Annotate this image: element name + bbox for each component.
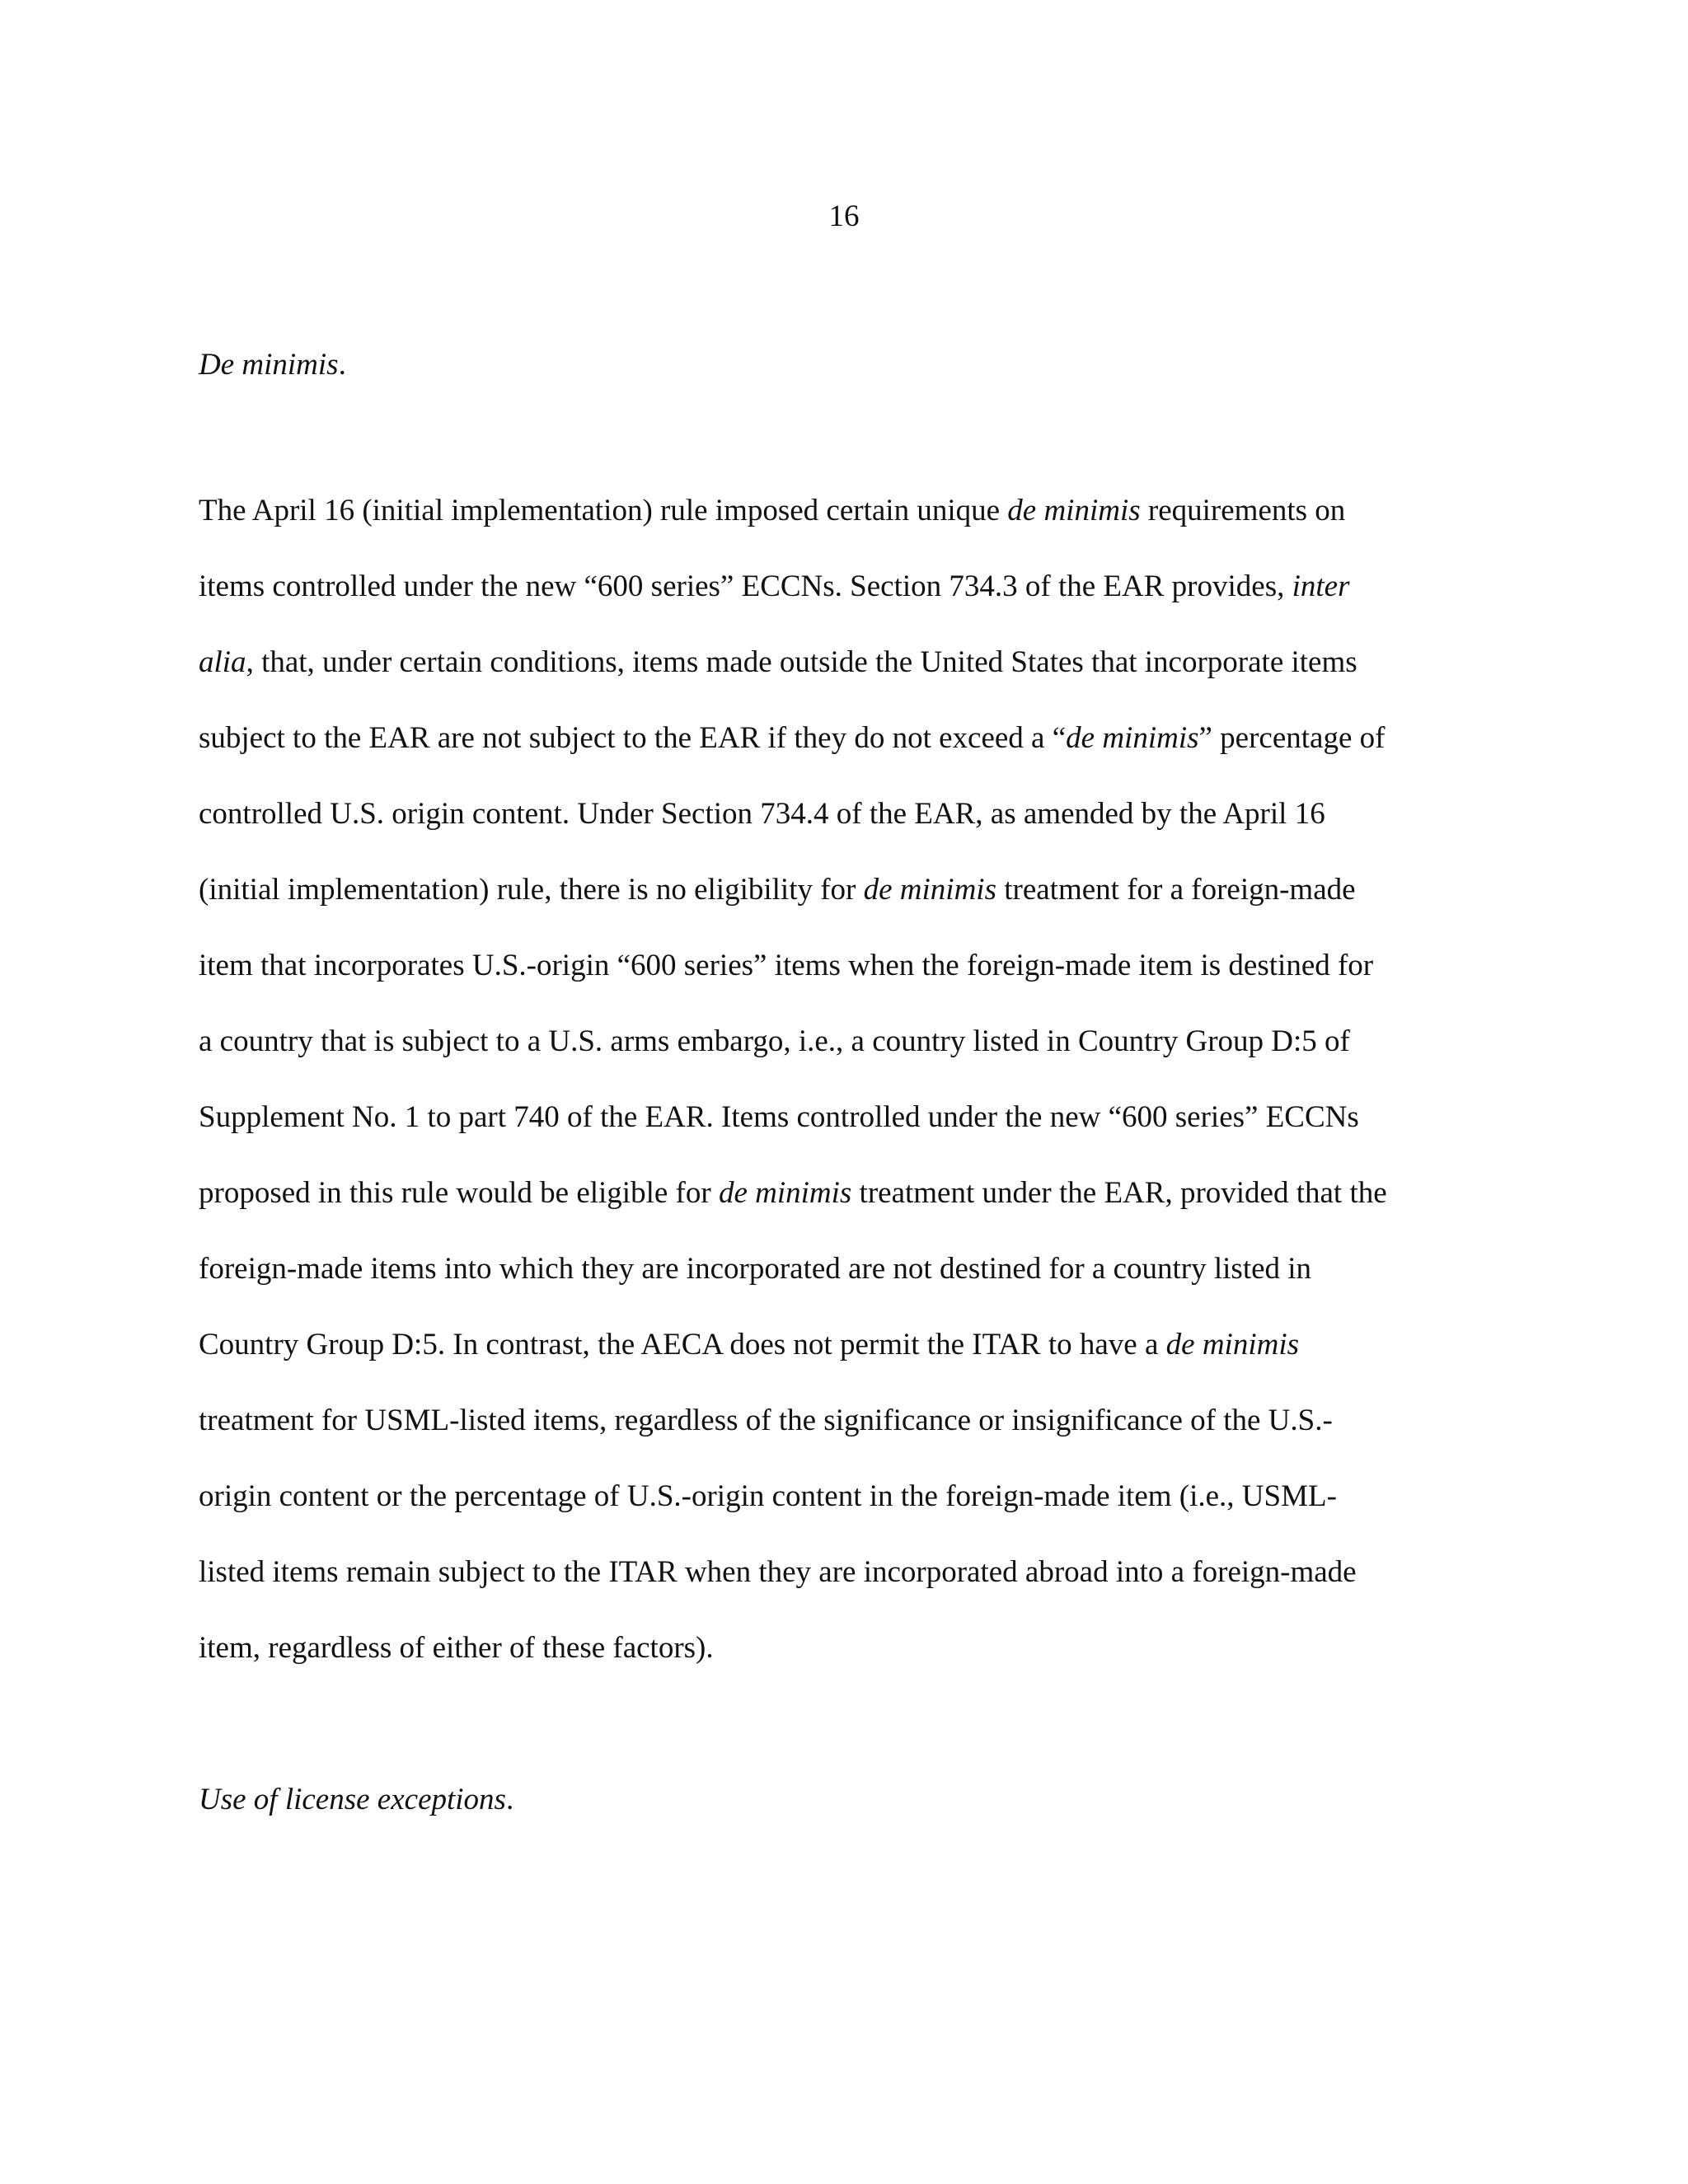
page-number: 16: [828, 199, 860, 233]
text-segment: treatment under the EAR, provided that the: [851, 1176, 1387, 1210]
text-line: [199, 1097, 1517, 1173]
text-segment: proposed in this rule would be eligible for: [199, 1176, 719, 1210]
text-line: [199, 718, 1517, 794]
text-line: [199, 490, 1517, 566]
text-segment: listed items remain subject to the ITAR when they are incorporated abroad into a foreign-made: [199, 1555, 1357, 1589]
text-segment: The April 16 (initial implementation) rule imposed certain unique: [199, 494, 1008, 527]
text-segment: origin content or the percentage of U.S.-origin content in the foreign-made item (i.e., USML-: [199, 1479, 1337, 1513]
italic-term: de minimis: [863, 873, 996, 907]
text-segment: subject to the EAR are not subject to the EAR if they do not exceed a “: [199, 721, 1067, 755]
text-line: [199, 642, 1517, 718]
text-line: [199, 1400, 1517, 1476]
text-line: [199, 1476, 1517, 1552]
text-segment: controlled U.S. origin content. Under Section 734.4 of the EAR, as amended by the April 16: [199, 797, 1325, 831]
text-line: [199, 1324, 1517, 1400]
italic-term: de minimis: [1007, 494, 1141, 527]
text-segment: ” percentage of: [1198, 721, 1386, 755]
text-segment: treatment for a foreign-made: [996, 873, 1356, 907]
text-line: [199, 1552, 1517, 1628]
section-heading-license-exceptions: [199, 1779, 513, 1821]
italic-term: de minimis: [1165, 1328, 1300, 1361]
text-line: [199, 1021, 1517, 1097]
text-segment: foreign-made items into which they are incorporated are not destined for a country listed in: [199, 1252, 1312, 1286]
text-line: [199, 1628, 1517, 1704]
heading-punctuation: .: [505, 1783, 514, 1816]
text-segment: item that incorporates U.S.-origin “600 series” items when the foreign-made item is destined for: [199, 949, 1374, 982]
text-line: [199, 1173, 1517, 1249]
italic-term: de minimis: [1066, 721, 1199, 755]
text-line: [199, 1249, 1517, 1324]
text-segment: (initial implementation) rule, there is no eligibility for: [199, 873, 864, 907]
text-segment: a country that is subject to a U.S. arms embargo, i.e., a country listed in Country Group D:5 of: [199, 1024, 1350, 1058]
section-heading-de-minimis: [199, 344, 346, 386]
text-segment: item, regardless of either of these factors).: [199, 1631, 714, 1665]
italic-term: alia: [199, 645, 246, 679]
heading-text: Use of license exceptions: [199, 1783, 506, 1816]
text-line: [199, 794, 1517, 869]
text-segment: items controlled under the new “600 series” ECCNs. Section 734.3 of the EAR provides,: [199, 569, 1292, 603]
heading-punctuation: .: [338, 348, 346, 382]
italic-term: inter: [1292, 569, 1350, 603]
body-paragraph: [199, 490, 1517, 1704]
italic-term: de minimis: [718, 1176, 852, 1210]
text-segment: Supplement No. 1 to part 740 of the EAR. Items controlled under the new “600 series” ECCNs: [199, 1100, 1359, 1134]
heading-text: De minimis: [199, 348, 339, 382]
text-segment: treatment for USML-listed items, regardless of the significance or insignificance of the U.S.-: [199, 1404, 1333, 1437]
text-segment: Country Group D:5. In contrast, the AECA does not permit the ITAR to have a: [199, 1328, 1166, 1361]
text-segment: , that, under certain conditions, items made outside the United States that incorporate items: [246, 645, 1357, 679]
text-line: [199, 869, 1517, 945]
text-segment: requirements on: [1140, 494, 1346, 527]
text-line: [199, 566, 1517, 642]
text-line: [199, 945, 1517, 1021]
